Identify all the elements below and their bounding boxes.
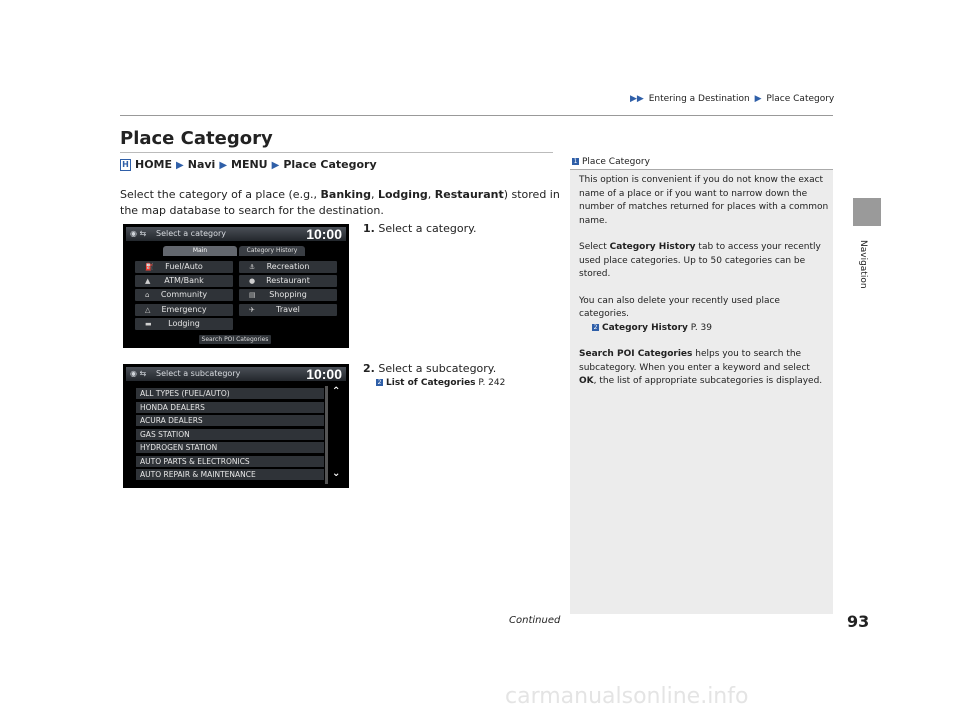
category-fuel-auto[interactable]: ⛽ Fuel/Auto (135, 261, 233, 273)
category-tabs (163, 246, 333, 256)
screen-topbar (126, 367, 346, 381)
tab-main[interactable]: Main (163, 246, 237, 256)
category-lodging[interactable]: ▬ Lodging (135, 318, 233, 330)
menu-path (120, 158, 377, 171)
breadcrumb-item[interactable]: Entering a Destination (648, 94, 750, 104)
tab-category-history[interactable]: Category History (239, 246, 305, 256)
scrollbar[interactable] (325, 386, 328, 484)
breadcrumb (628, 94, 834, 104)
category-atm-bank[interactable]: ▲ ATM/Bank (135, 275, 233, 287)
category-emergency[interactable]: △ Emergency (135, 304, 233, 316)
section-tab (853, 198, 881, 226)
scroll-down-icon[interactable]: ⌄ (332, 468, 341, 479)
intro-paragraph: Select the category of a place (e.g., Banking, Lodging, Restaurant) stored in the map database to search for the destination. (120, 188, 560, 217)
subcategory-row[interactable]: ALL TYPES (FUEL/AUTO) (136, 388, 324, 399)
menu-path-item: Navi (187, 158, 216, 171)
menu-path-item: MENU (231, 158, 268, 171)
search-poi-button[interactable]: Search POI Categories (199, 335, 271, 344)
arrow-icon: ▶ (219, 160, 228, 171)
reference-arrow-icon: 2 (377, 379, 382, 386)
category-screen (123, 224, 349, 348)
note-paragraph: Search POI Categories helps you to search the subcategory. When you enter a keyword and select OK, the list of appropriate subcategories is displayed. (579, 349, 823, 386)
step-1: 1. Select a category. (363, 222, 477, 235)
note-paragraph: This option is convenient if you do not know the exact name of a place or if you want to narrow down the number of matches returned for places with a common name. (579, 175, 829, 226)
page-number: 93 (847, 612, 870, 631)
community-icon: ⌂ (145, 291, 150, 299)
screen-title: Select a category (156, 229, 227, 238)
menu-path-item: HOME (135, 158, 173, 171)
voice-icon: ◉ ⇆ (130, 229, 147, 238)
subcategory-row[interactable]: HYDROGEN STATION (136, 442, 324, 453)
header-divider (120, 115, 833, 116)
home-icon: H (120, 159, 131, 171)
recreation-icon: ⚓ (249, 263, 256, 271)
breadcrumb-item[interactable]: Place Category (766, 94, 835, 104)
category-travel[interactable]: ✈ Travel (239, 304, 337, 316)
step-2: 2. Select a subcategory. (363, 362, 497, 375)
category-recreation[interactable]: ⚓ Recreation (239, 261, 337, 273)
emergency-icon: △ (145, 306, 151, 314)
watermark: carmanualsonline.info (505, 684, 749, 709)
voice-icon: ◉ ⇆ (130, 369, 147, 378)
screen-title: Select a subcategory (156, 369, 241, 378)
breadcrumb-arrow-icon: ▶▶ (630, 94, 644, 104)
clock: 10:00 (306, 226, 342, 242)
subcategory-screen (123, 364, 349, 488)
note-heading: 1 Place Category (573, 157, 650, 167)
bank-icon: ▲ (145, 277, 151, 285)
arrow-icon: ▶ (271, 160, 280, 171)
subcategory-row[interactable]: AUTO REPAIR & MAINTENANCE (136, 469, 324, 480)
category-shopping[interactable]: ▤ Shopping (239, 289, 337, 301)
plane-icon: ✈ (249, 306, 255, 314)
restaurant-icon: ● (249, 277, 256, 285)
clock: 10:00 (306, 366, 342, 382)
fuel-icon: ⛽ (145, 263, 154, 271)
cross-reference[interactable]: 2 Category History P. 39 (593, 322, 712, 333)
note-paragraph: Select Category History tab to access your recently used place categories. Up to 50 categories can be stored. (579, 242, 821, 279)
arrow-icon: ▶ (176, 160, 184, 171)
breadcrumb-arrow-icon: ▶ (754, 94, 762, 104)
title-divider (120, 152, 553, 153)
screen-topbar (126, 227, 346, 241)
subcategory-row[interactable]: HONDA DEALERS (136, 402, 324, 413)
note-body (579, 174, 829, 402)
cross-reference[interactable]: 2 List of Categories P. 242 (377, 378, 506, 388)
note-icon: 1 (573, 158, 578, 165)
reference-arrow-icon: 2 (593, 323, 598, 331)
subcategory-row[interactable]: AUTO PARTS & ELECTRONICS (136, 456, 324, 467)
subcategory-row[interactable]: GAS STATION (136, 429, 324, 440)
cart-icon: ▤ (249, 291, 256, 299)
scroll-up-icon[interactable]: ⌃ (332, 386, 341, 397)
subcategory-row[interactable]: ACURA DEALERS (136, 415, 324, 426)
bed-icon: ▬ (145, 320, 152, 328)
category-community[interactable]: ⌂ Community (135, 289, 233, 301)
category-restaurant[interactable]: ● Restaurant (239, 275, 337, 287)
menu-path-item: Place Category (283, 158, 377, 171)
page-title: Place Category (120, 128, 273, 149)
section-label: Navigation (858, 240, 868, 289)
continued-label: Continued (509, 615, 561, 626)
note-paragraph: You can also delete your recently used place categories. 2 Category History P. 39 (579, 295, 780, 333)
